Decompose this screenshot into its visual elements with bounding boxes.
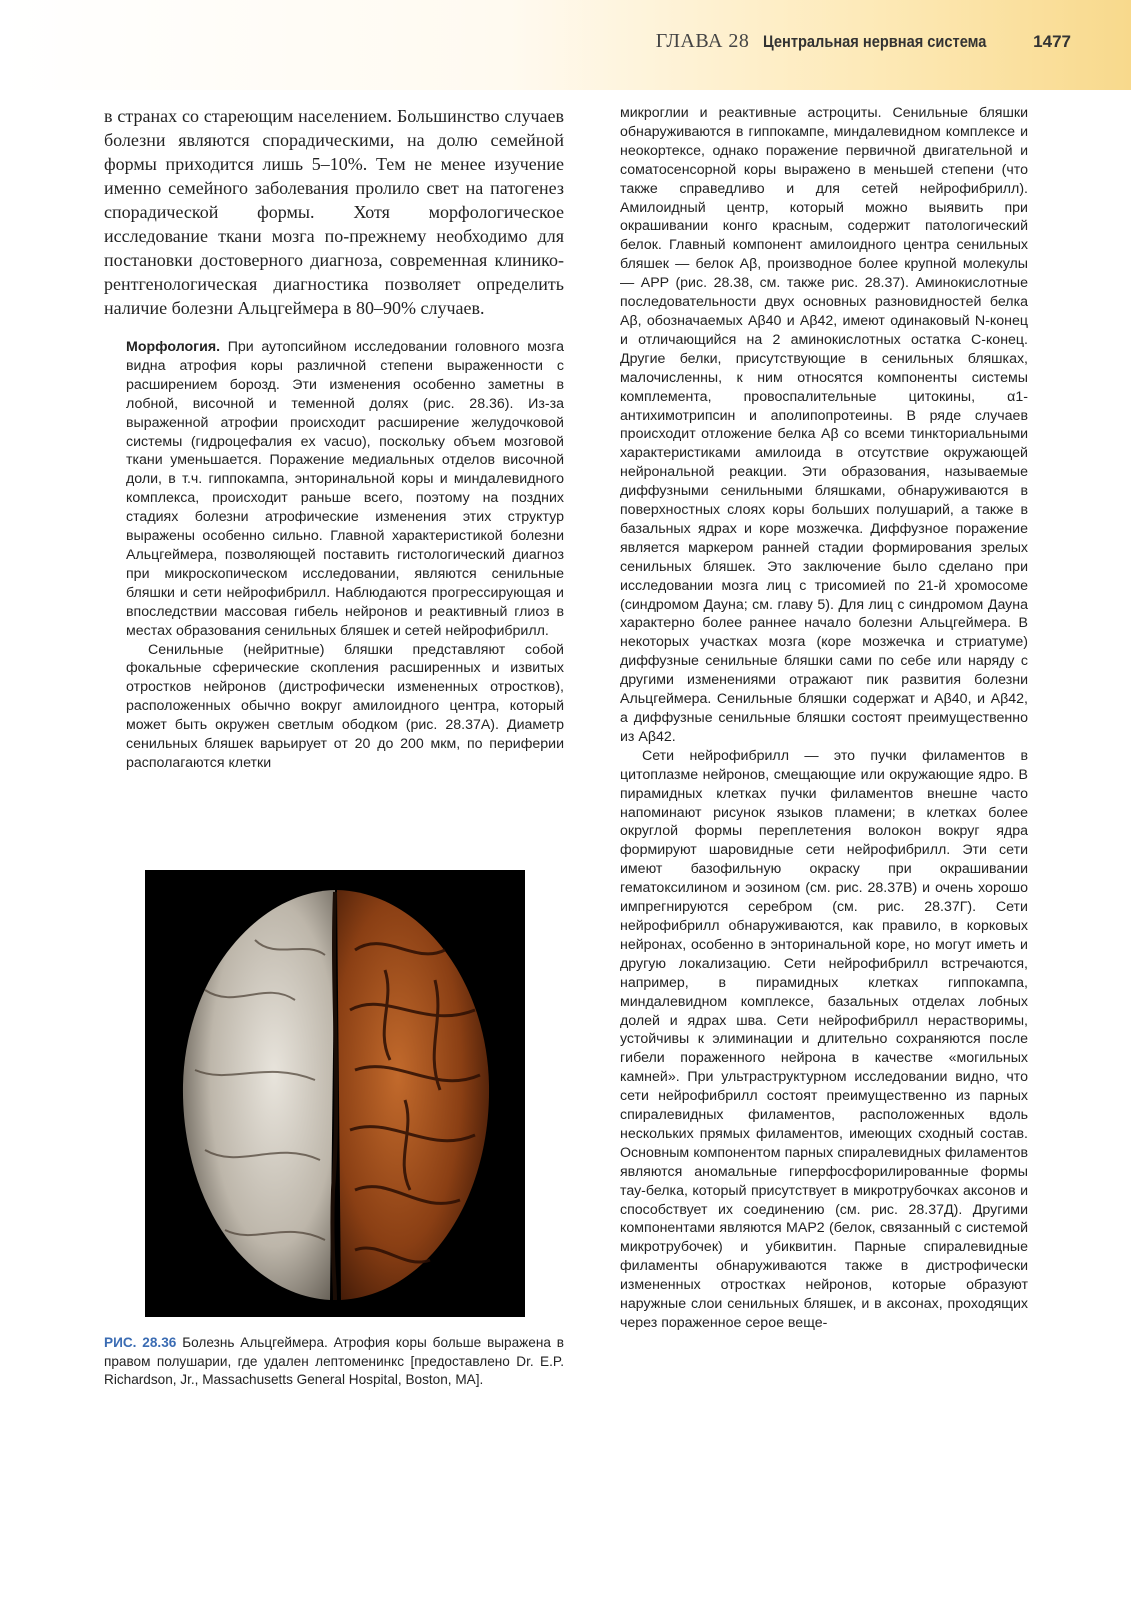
- morphology-heading: Морфология.: [126, 339, 221, 355]
- figure-label: РИС. 28.36: [104, 1335, 177, 1350]
- running-header: [656, 30, 1071, 53]
- page-number: 1477: [1033, 32, 1071, 51]
- morphology-text: При аутопсийном исследовании головного мозга видна атрофия коры различной степени выраженности с расширением борозд. Эти изменения особенно заметны в лобной, височной и теменной долях (рис. 28.36). Из-за выраженной атрофии происходит расширение желудочковой системы (гидроцефалия ex vacuo), поскольку объем мозговой ткани уменьшается. Поражение медиальных отделов височной доли, в т.ч. гиппокампа, энторинальной коры и миндалевидного комплекса, происходит раньше всего, поэтому на поздних стадиях болезни атрофические изменения этих структур выражены особенно сильно. Главной характеристикой болезни Альцгеймера, позволяющей поставить гистологический диагноз при микроскопическом исследовании, являются сенильные бляшки и сети нейрофибрилл. Наблюдаются прогрессирующая и впоследствии массовая гибель нейронов и реактивный глиоз в местах образования сенильных бляшек и сетей нейрофибрилл.: [126, 339, 564, 639]
- chapter-label: ГЛАВА 28: [655, 30, 750, 52]
- figure-caption-text: Болезнь Альцгеймера. Атрофия коры больше выражена в правом полушарии, где удален лептоменинкс [предоставлено Dr. E.P. Richardson, Jr., Massachusetts General Hospital, Boston, MA].: [104, 1335, 564, 1387]
- figure-caption: [104, 1334, 564, 1390]
- morphology-paragraph: [104, 338, 564, 641]
- brain-photo: [145, 870, 525, 1317]
- chapter-title: Центральная нервная система: [763, 32, 987, 51]
- plaques-paragraph: Сенильные (нейритные) бляшки представляют собой фокальные сферические скопления расширенных и извитых отростков нейронов (дистрофически измененных отростков), расположенных обычно вокруг амилоидного центра, который может быть окружен светлым ободком (рис. 28.37А). Диаметр сенильных бляшек варьирует от 20 до 200 мкм, по периферии располагаются клетки: [126, 641, 564, 771]
- right-paragraph-2: Сети нейрофибрилл — это пучки филаментов в цитоплазме нейронов, смещающие или окружающие ядро. В пирамидных клетках пучки филаментов внешне часто напоминают рисунок языков пламени; в клетках более округлой формы переплетения волокон вокруг ядра формируют шаровидные сети нейрофибрилл. Эти сети имеют базофильную окраску при окрашивании гематоксилином и эозином (см. рис. 28.37В) и очень хорошо импрегнируются серебром (см. рис. 28.37Г). Сети нейрофибрилл обнаруживаются, как правило, в корковых нейронах, особенно в энторинальной коре, но могут иметь и другую локализацию. Сети нейрофибрилл встречаются, например, в пирамидных клетках гиппокампа, миндалевидном комплексе, базальных отделах лобных долей и ядрах шва. Сети нейрофибрилл нерастворимы, устойчивы к элиминации и длительно сохраняются после гибели пораженного нейрона в качестве «могильных камней». При ультраструктурном исследовании видно, что сети нейрофибрилл состоят преимущественно из парных спиралевидных филаментов, расположенных вдоль нескольких прямых филаментов, имеющих сходный состав. Основным компонентом парных спиралевидных филаментов являются аномальные гиперфосфорилированные формы тау-белка, который присутствует в микротрубочках аксонов и способствует их соединению (см. рис. 28.37Д). Другими компонентами являются MAP2 (белок, связанный с системой микротрубочек) и убиквитин. Парные спиралевидные филаменты обнаруживаются также в дистрофически измененных отростках нейронов, которые образуют наружные слои сенильных бляшек, и в аксонах, проходящих через пораженное серое веще-: [620, 747, 1028, 1331]
- intro-paragraph: в странах со стареющим населением. Большинство случаев болезни являются спорадическими, на долю семейной формы приходится лишь 5–10%. Тем не менее изучение именно семейного заболевания пролило свет на патогенез спорадической формы. Хотя морфологическое исследование ткани мозга по-прежнему необходимо для постановки достоверного диагноза, современная клинико-рентгенологическая диагностика позволяет определить наличие болезни Альцгеймера в 80–90% случаев.: [104, 106, 564, 318]
- left-column: [104, 104, 564, 773]
- brain-illustration: [145, 870, 525, 1317]
- right-column: [620, 104, 1028, 1333]
- right-paragraph-1: микроглии и реактивные астроциты. Сенильные бляшки обнаруживаются в гиппокампе, миндалевидном комплексе и неокортексе, однако поражение первичной двигательной и соматосенсорной коры выражено в меньшей степени (что также справедливо и для сетей нейрофибрилл). Амилоидный центр, который можно выявить при окрашивании конго красным, содержит патологический белок. Главный компонент амилоидного центра сенильных бляшек — белок Aβ, производное более крупной молекулы — APP (рис. 28.38, см. также рис. 28.37). Аминокислотные последовательности двух основных разновидностей белка Aβ, обозначаемых Aβ40 и Aβ42, имеют одинаковый N-конец и отличающийся на 2 аминокислотных остатка C-конец. Другие белки, присутствующие в сенильных бляшках, малочисленны, к ним относятся компоненты системы комплемента, провоспалительные цитокины, α1-антихимотрипсин и аполипопротеины. В ряде случаев происходит отложение белка Aβ со всеми тинкториальными характеристиками амилоида в отсутствие окружающей нейрональной реакции. Эти образования, называемые диффузными сенильными бляшками, обнаруживаются в поверхностных слоях коры больших полушарий, а также в базальных ядрах и коре мозжечка. Диффузное поражение является маркером ранней стадии формирования зрелых сенильных бляшек. Это заключение было сделано при исследовании мозга лиц с трисомией по 21-й хромосоме (синдромом Дауна; см. главу 5). Для лиц с синдромом Дауна характерно более раннее начало болезни Альцгеймера. В некоторых участках мозга (коре мозжечка и стриатуме) диффузные сенильные бляшки сами по себе или наряду с другими изменениями отражают пик развития болезни Альцгеймера. Сенильные бляшки содержат и Aβ40, и Aβ42, а диффузные сенильные бляшки состоят преимущественно из Aβ42.: [620, 105, 1028, 745]
